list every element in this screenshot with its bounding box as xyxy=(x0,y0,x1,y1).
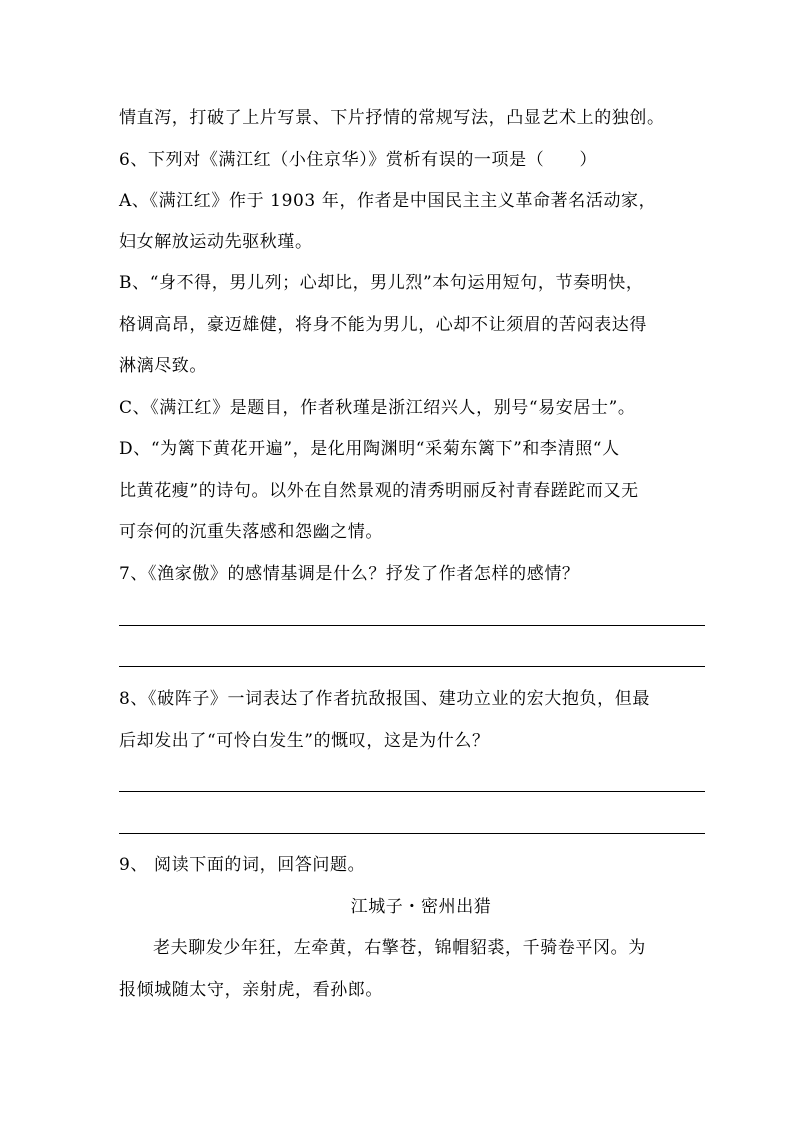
question-8: 后却发出了“可怜白发生”的慨叹，这是为什么？ xyxy=(119,731,490,751)
question-9: 9、 阅读下面的词，回答问题。 xyxy=(119,855,366,875)
option-b-line: B、“身不得，男儿列；心却比，男儿烈”本句运用短句，节奏明快， xyxy=(119,273,644,293)
answer-line[interactable] xyxy=(119,666,705,667)
answer-line[interactable] xyxy=(119,833,705,834)
poem-line: 报倾城随太守，亲射虎，看孙郎。 xyxy=(119,980,383,1000)
poem-title: 江城子・密州出猎 xyxy=(350,897,492,917)
option-d-line: 可奈何的沉重失落感和怨幽之情。 xyxy=(119,522,383,542)
option-b-line: 格调高昂，豪迈雄健，将身不能为男儿，心却不让须眉的苦闷表达得 xyxy=(119,315,647,335)
option-a-line: A、《满江红》作于 1903 年，作者是中国民主主义革命著名活动家， xyxy=(119,191,657,211)
answer-line[interactable] xyxy=(119,625,705,626)
question-8: 8、《破阵子》一词表达了作者抗敌报国、建功立业的宏大抱负，但最 xyxy=(119,689,650,709)
question-7: 7、《渔家傲》的感情基调是什么？抒发了作者怎样的感情？ xyxy=(119,564,580,584)
option-a-line: 妇女解放运动先驱秋瑾。 xyxy=(119,232,313,252)
poem-line: 老夫聊发少年狂，左牵黄，右擎苍，锦帽貂裘，千骑卷平冈。为 xyxy=(153,938,646,958)
answer-line[interactable] xyxy=(119,791,705,792)
option-d-line: D、“为篱下黄花开遍”，是化用陶渊明“采菊东篱下”和李清照“人 xyxy=(119,439,620,459)
question-6: 6、下列对《满江红（小住京华）》赏析有误的一项是（ ） xyxy=(119,150,598,170)
option-d-line: 比黄花瘦”的诗句。以外在自然景观的清秀明丽反衬青春蹉跎而又无 xyxy=(119,481,639,501)
paragraph-line: 情直泻，打破了上片写景、下片抒情的常规写法，凸显艺术上的独创。 xyxy=(119,108,665,128)
option-b-line: 淋漓尽致。 xyxy=(119,356,207,376)
option-c-line: C、《满江红》是题目，作者秋瑾是浙江绍兴人，别号“易安居士”。 xyxy=(119,398,636,418)
